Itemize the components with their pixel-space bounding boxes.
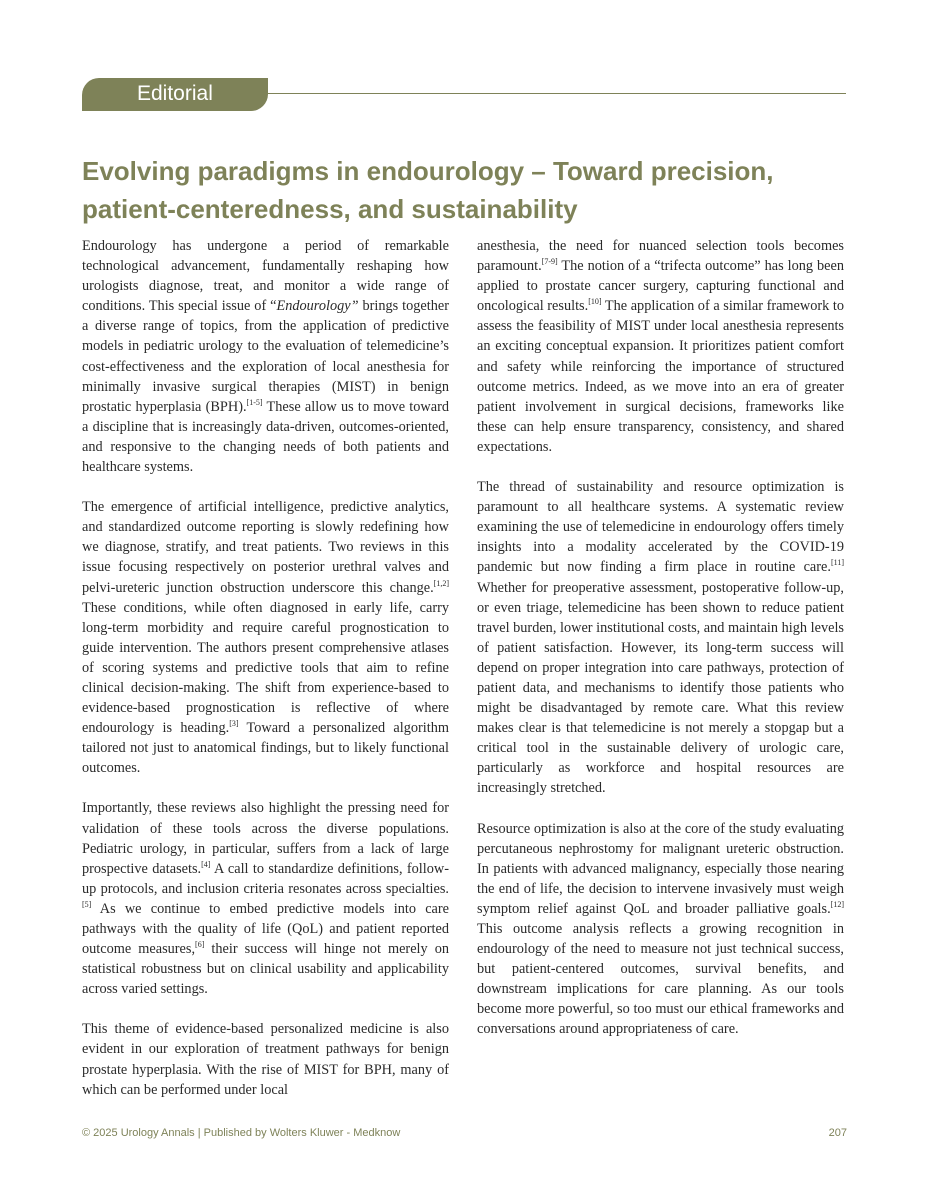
paragraph: anesthesia, the need for nuanced selection tools becomes paramount.[7-9] The notion of a “trifecta outcome” has long been applied to prostate cancer surgery, capturing functional and oncological results.[10] The application of a similar framework to assess the feasibility of MIST under local anesthesia represents an exciting conceptual expansion. It prioritizes patient comfort and safety while reinforcing the importance of structured outcome metrics. Indeed, as we move into an era of greater patient involvement in surgical decisions, frameworks like these can help ensure transparency, consistency, and shared expectations. (477, 238, 845, 455)
citation: [10] (588, 297, 602, 307)
citation: [5] (82, 899, 92, 909)
citation: [12] (830, 899, 844, 909)
citation: [7-9] (541, 257, 558, 267)
citation: [4] (201, 859, 211, 869)
citation: [1,2] (433, 578, 449, 588)
citation: [6] (195, 940, 205, 950)
citation: [11] (830, 558, 844, 568)
paragraph: This theme of evidence-based personalized medicine is also evident in our exploration of treatment pathways for benign prostate hyperplasia. With the rise of MIST for BPH, many of which can be performed under local (82, 1021, 449, 1098)
paragraph: The thread of sustainability and resource optimization is paramount to all healthcare systems. A systematic review examining the use of telemedicine in endourology offers timely insights into a modality accelerated by the COVID-19 pandemic but now finding a firm place in routine care.[11] Whether for preoperative assessment, postoperative follow-up, or even triage, telemedicine has been shown to reduce patient travel burden, lower institutional costs, and maintain high levels of patient satisfaction. However, its long-term success will depend on proper integration into care pathways, protection of patient data, and mechanisms to identify those patients who might be disadvantaged by remote care. What this review makes clear is that telemedicine is not merely a stopgap but a critical tool in the sustainable delivery of urologic care, particularly as workforce and hospital resources are increasingly stretched. (477, 479, 844, 797)
citation: [3] (229, 719, 239, 729)
left-column (82, 236, 449, 1120)
journal-name: Endourology” (276, 298, 359, 315)
page-number: 207 (828, 1127, 847, 1139)
header-divider (268, 93, 846, 94)
section-label: Editorial (137, 82, 213, 105)
citation: [1-5] (246, 397, 263, 407)
paragraph: Resource optimization is also at the core of the study evaluating percutaneous nephrostomy for malignant ureteric obstruction. In patients with advanced malignancy, especially those nearing the end of life, the decision to intervene invasively must weigh symptom relief against QoL and broader palliative goals.[12] This outcome analysis reflects a growing recognition in endourology of the need to measure not just technical success, but patient-centered outcomes, survival benefits, and downstream implications for care planning. As our tools become more powerful, so too must our ethical frameworks and conversations around appropriateness of care. (477, 820, 844, 1038)
paragraph: Endourology has undergone a period of remarkable technological advancement, fundamentally reshaping how urologists diagnose, treat, and monitor a wide range of conditions. This special issue of “Endourology” brings together a diverse range of topics, from the application of predictive models in pediatric urology to the evaluation of telemedicine’s cost-effectiveness and the exploration of local anesthesia for minimally invasive surgical therapies (MIST) in benign prostatic hyperplasia (BPH).[1-5] These allow us to move toward a discipline that is increasingly data-driven, outcomes-oriented, and responsive to the changing needs of both patients and healthcare systems. (82, 238, 450, 476)
paragraph: Importantly, these reviews also highlight the pressing need for validation of these tools across the diverse populations. Pediatric urology, in particular, suffers from a lack of large prospective datasets.[4] A call to standardize definitions, follow-up protocols, and inclusion criteria resonates across specialties.[5] As we continue to embed predictive models into care pathways with the quality of life (QoL) and patient reported outcome measures,[6] their success will hinge not merely on statistical robustness but on clinical usability and applicability across varied settings. (82, 800, 450, 998)
right-column (477, 236, 844, 1060)
footer-copyright: © 2025 Urology Annals | Published by Wolters Kluwer - Medknow (82, 1127, 401, 1139)
article-title: Evolving paradigms in endourology – Toward precision, patient-centeredness, and sustainability (82, 156, 774, 224)
paragraph: The emergence of artificial intelligence, predictive analytics, and standardized outcome reporting is slowly redefining how we diagnose, stratify, and treat patients. Two reviews in this issue focusing respectively on posterior urethral valves and pelvi-ureteric junction obstruction underscore this change.[1,2] These conditions, while often diagnosed in early life, carry long-term morbidity and require careful prognostication to guide intervention. The authors present comprehensive atlases of scoring systems and predictive tools that aim to refine clinical decision-making. The shift from experience-based to evidence-based prognostication is reflective of where endourology is heading.[3] Toward a personalized algorithm tailored not just to anatomical findings, but to likely functional outcomes. (82, 499, 449, 777)
